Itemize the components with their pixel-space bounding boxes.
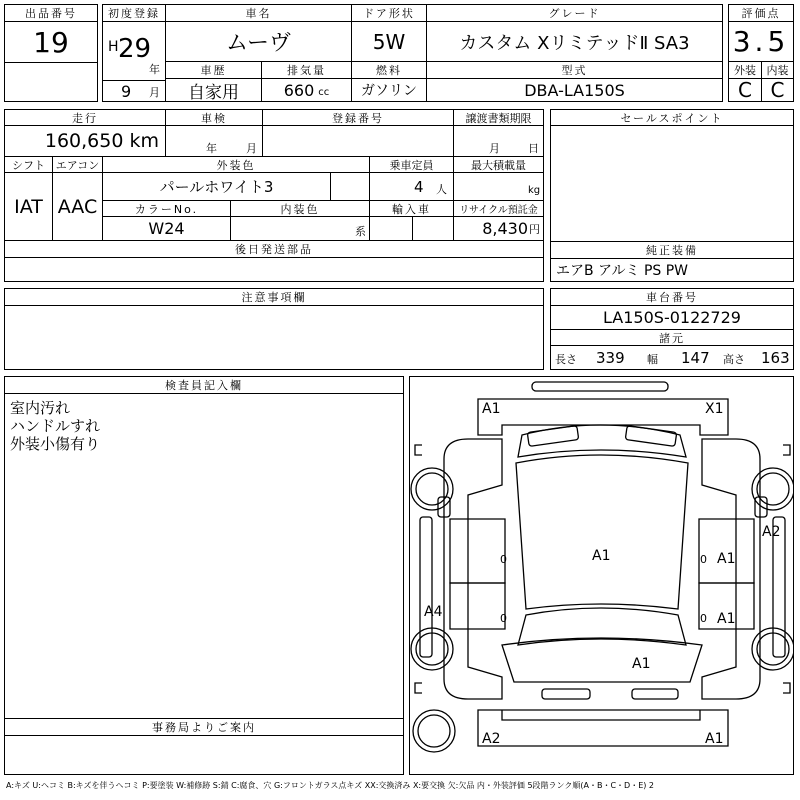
spare-tire [413, 710, 455, 752]
inspector-note: ハンドルすれ [10, 417, 101, 435]
inspector-note: 外装小傷有り [10, 435, 101, 453]
first-reg-year [102, 21, 166, 81]
disp-value: 660 [283, 80, 315, 100]
history-label: 車歴 [165, 61, 262, 79]
bracket-bottom-left [415, 683, 422, 693]
lot-number: 19 [4, 21, 98, 63]
rear-bumper [478, 710, 728, 746]
damage-right-rear-door: A1 [717, 611, 736, 627]
rear-light-right [632, 689, 678, 699]
disp-label: 排気量 [261, 61, 352, 79]
year-unit: 年 [149, 63, 160, 76]
shift: IAT [4, 172, 53, 241]
bracket-top-right [783, 445, 790, 455]
roof [516, 455, 688, 609]
car-name: ムーヴ [165, 21, 352, 62]
transfer [453, 125, 544, 157]
damage-rear-hatch: A1 [632, 656, 651, 672]
damage-right-front-door: A1 [717, 551, 736, 567]
rear-light-left [542, 689, 590, 699]
inspection [165, 125, 263, 157]
office-notes [4, 735, 404, 775]
rear-hatch [502, 638, 702, 682]
ext-grade: C [728, 78, 762, 102]
damage-roof: A1 [592, 548, 611, 564]
color-label: 外装色 [102, 156, 370, 173]
fuel-label: 燃料 [351, 61, 427, 79]
shift-label: シフト [4, 156, 53, 173]
wheel-front-left [411, 468, 453, 510]
color-extra [330, 172, 370, 201]
ac: AAC [52, 172, 103, 241]
score-label: 評価点 [728, 4, 794, 22]
import-a [369, 216, 413, 241]
intcolor-label: 内装色 [230, 200, 370, 217]
spec-label: 諸元 [550, 329, 794, 346]
int-grade: C [761, 78, 794, 102]
damage-right-fender: A2 [762, 524, 781, 540]
notes-label: 注意事項欄 [4, 288, 544, 306]
marker-zero: 0 [500, 612, 507, 625]
regno [262, 125, 454, 157]
recycle-unit: 円 [529, 222, 540, 236]
transfer-label: 譲渡書類期限 [453, 109, 544, 126]
sales-point [550, 125, 794, 242]
height-label: 高さ [723, 353, 745, 366]
recycle-value: 8,430 [482, 219, 528, 238]
model-label: 型式 [426, 61, 723, 79]
grade: カスタム XリミテッドⅡ SA3 [426, 21, 723, 62]
disp-unit: cc [318, 87, 330, 98]
intcolor-unit: 系 [355, 225, 366, 238]
inspector-notes [4, 393, 404, 719]
front-bumper-bar [532, 382, 668, 391]
ac-label: エアコン [52, 156, 103, 173]
transfer-day-unit: 日 [528, 142, 539, 155]
car-diagram-svg [410, 377, 794, 775]
ext-label: 外装 [728, 61, 762, 79]
length: 339 [596, 349, 625, 367]
inspector-label: 検査員記入欄 [4, 376, 404, 394]
damage-diagram [409, 376, 794, 775]
rear-window [518, 608, 686, 645]
color: パールホワイト3 [102, 172, 331, 201]
spare-tire-inner [418, 715, 450, 747]
lot-blank [4, 62, 98, 102]
reg-month: 9 [121, 82, 132, 101]
load-unit: kg [528, 185, 541, 196]
bracket-top-left [415, 445, 422, 455]
regno-label: 登録番号 [262, 109, 454, 126]
left-rear-door [450, 583, 505, 629]
door-type: 5W [351, 21, 427, 62]
office-label: 事務局よりご案内 [4, 718, 404, 736]
wiper-left [527, 426, 578, 447]
marker-zero: 0 [700, 553, 707, 566]
marker-zero: 0 [500, 553, 507, 566]
seats-value: 4 [414, 178, 424, 196]
door-label: ドア形状 [351, 4, 427, 22]
left-side [444, 439, 502, 699]
bracket-bottom-right [783, 683, 790, 693]
seats-unit: 人 [436, 183, 447, 196]
load [453, 172, 544, 201]
intcolor [230, 216, 370, 241]
seats [369, 172, 454, 201]
notes [4, 305, 544, 370]
left-front-door [450, 519, 505, 583]
int-label: 内装 [761, 61, 794, 79]
history: 自家用 [165, 78, 262, 102]
wheel-front-left-inner [416, 473, 448, 505]
height: 163 [761, 349, 790, 367]
mileage-label: 走行 [4, 109, 166, 126]
equipment: エアB アルミ PS PW [550, 258, 794, 282]
later-parts [4, 257, 544, 282]
import-label: 輸入車 [369, 200, 454, 217]
model: DBA-LA150S [426, 78, 723, 102]
chassis-label: 車台番号 [550, 288, 794, 306]
score: 3.5 [728, 21, 794, 62]
equip-label: 純正装備 [550, 241, 794, 259]
front-bumper [478, 399, 728, 435]
chassis: LA150S-0122729 [550, 305, 794, 330]
lot-label: 出品番号 [4, 4, 98, 22]
colorno-label: カラーNo. [102, 200, 231, 217]
reg-year: 29 [118, 34, 152, 64]
import-b [412, 216, 454, 241]
colorno: W24 [102, 216, 231, 241]
width: 147 [681, 349, 710, 367]
sales-point-label: セールスポイント [550, 109, 794, 126]
damage-front-left: A1 [482, 401, 501, 417]
length-label: 長さ [555, 353, 577, 366]
load-label: 最大積載量 [453, 156, 544, 173]
insp-year-unit: 年 [206, 142, 217, 155]
specs [550, 345, 794, 370]
grade-label: グレード [426, 4, 723, 22]
insp-month-unit: 月 [246, 142, 257, 155]
damage-left-quarter: A4 [424, 604, 443, 620]
wheel-front-right [752, 468, 794, 510]
right-side [702, 439, 760, 699]
later-parts-label: 後日発送部品 [4, 240, 544, 258]
recycle [453, 216, 544, 241]
transfer-month-unit: 月 [489, 142, 500, 155]
seats-label: 乗車定員 [369, 156, 454, 173]
marker-zero: 0 [700, 612, 707, 625]
first-reg-month [102, 80, 166, 102]
damage-rear-right: A1 [705, 731, 724, 747]
damage-front-right: X1 [705, 401, 724, 417]
inspection-label: 車検 [165, 109, 263, 126]
month-unit: 月 [149, 86, 160, 99]
wheel-front-right-inner [757, 473, 789, 505]
mileage: 160,650 km [4, 125, 166, 157]
era: H [108, 39, 119, 55]
fuel: ガソリン [351, 78, 427, 102]
inspector-note: 室内汚れ [10, 399, 71, 417]
width-label: 幅 [647, 353, 658, 366]
wiper-right [625, 426, 676, 447]
name-label: 車名 [165, 4, 352, 22]
displacement [261, 78, 352, 102]
damage-rear-left: A2 [482, 731, 501, 747]
recycle-label: リサイクル預託金 [453, 200, 544, 217]
first-reg-label: 初度登録 [102, 4, 166, 22]
legend: A:キズ U:ヘコミ B:キズを伴うヘコミ P:要塗装 W:補修跡 S:錆 C:腐食、穴 G:フロントガラス点キズ XX:交換済み X:要交換 欠:欠品 内・外装評価 5段階ランク順(A・B・C・D・E) 2 [6, 781, 655, 790]
